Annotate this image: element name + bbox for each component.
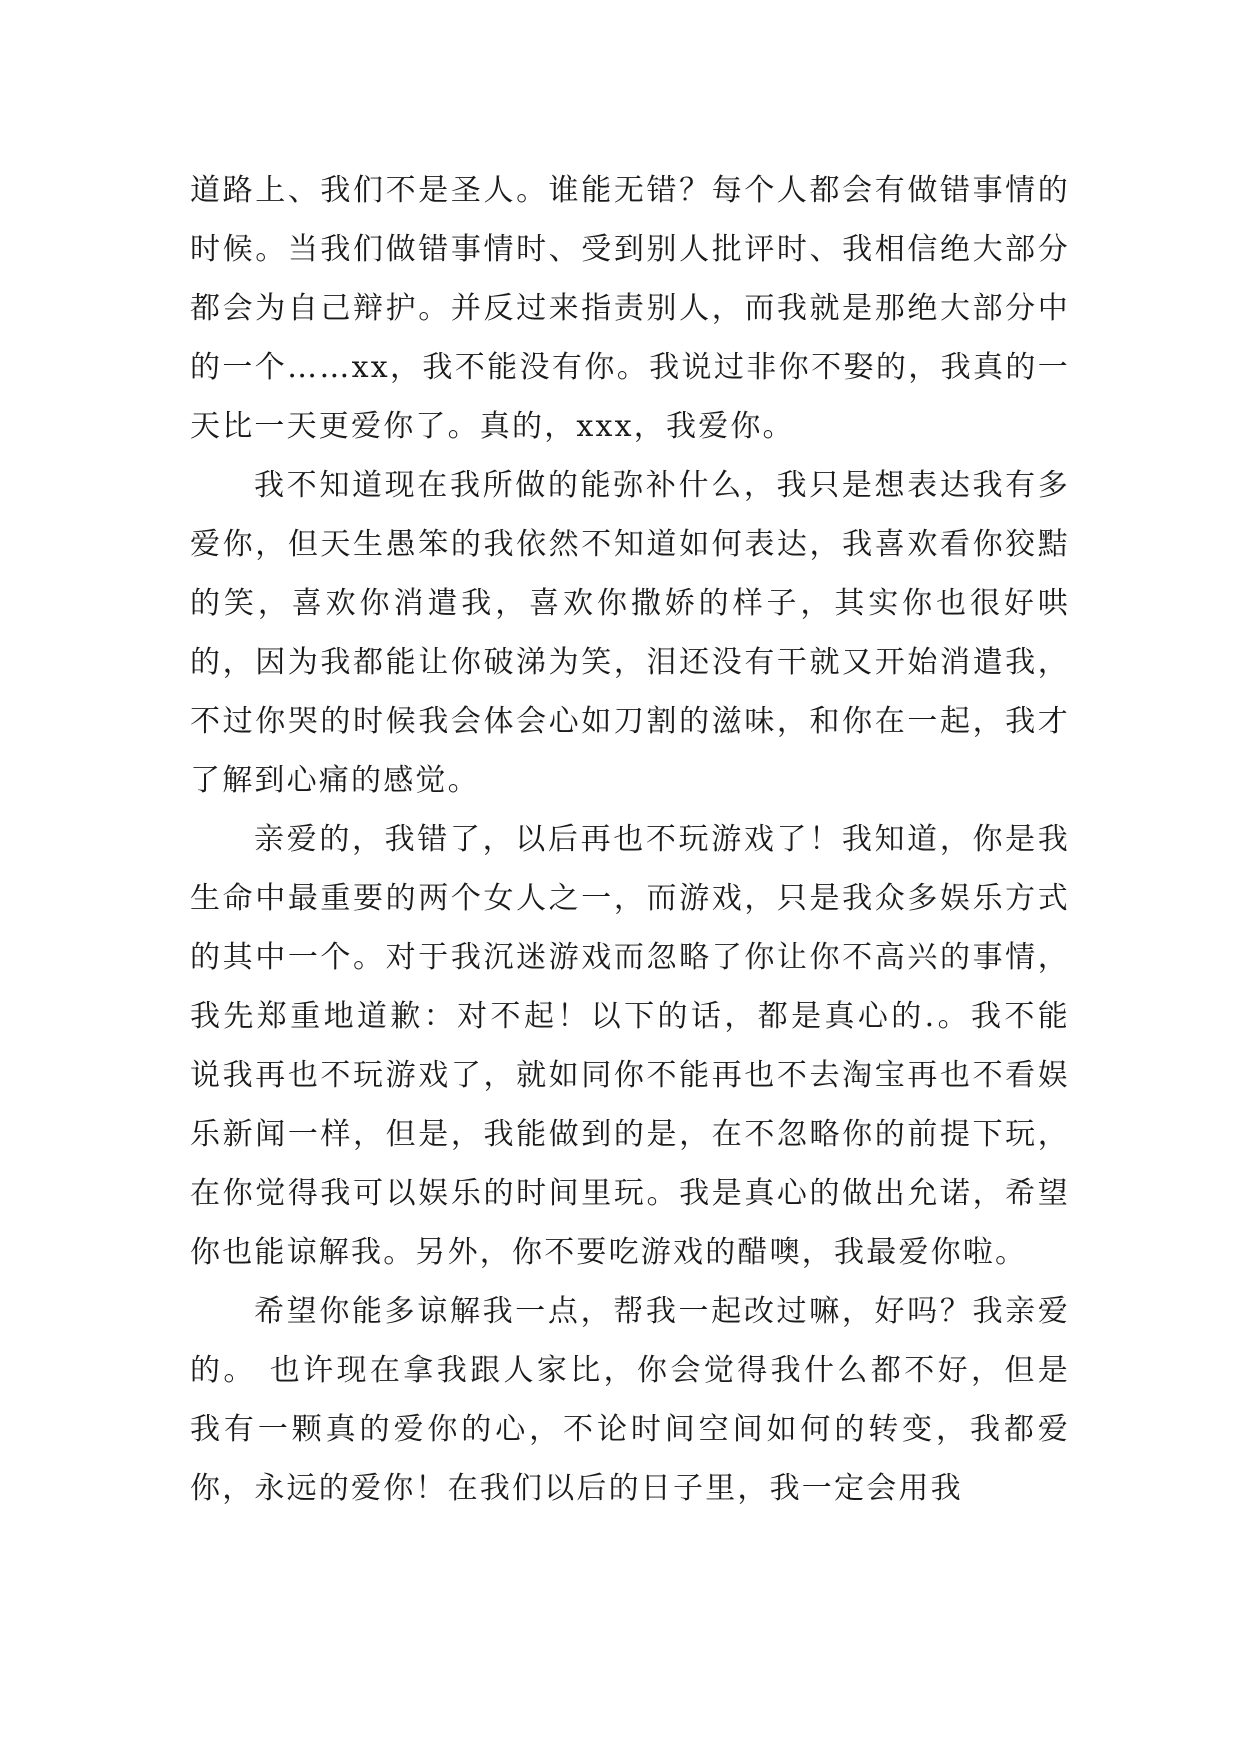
- document-body: [190, 161, 1070, 1518]
- paragraph-3: 亲爱的，我错了，以后再也不玩游戏了！我知道，你是我生命中最重要的两个女人之一，而游戏，只是我众多娱乐方式的其中一个。对于我沉迷游戏而忽略了你让你不高兴的事情，我先郑重地道歉：对不起！以下的话，都是真心的.。我不能说我再也不玩游戏了，就如同你不能再也不去淘宝再也不看娱乐新闻一样，但是，我能做到的是，在不忽略你的前提下玩，在你觉得我可以娱乐的时间里玩。我是真心的做出允诺，希望你也能谅解我。另外，你不要吃游戏的醋噢，我最爱你啦。: [190, 822, 1070, 1270]
- paragraph-2: 我不知道现在我所做的能弥补什么，我只是想表达我有多爱你，但天生愚笨的我依然不知道如何表达，我喜欢看你狡黠的笑，喜欢你消遣我，喜欢你撒娇的样子，其实你也很好哄的，因为我都能让你破涕为笑，泪还没有干就又开始消遣我，不过你哭的时候我会体会心如刀割的滋味，和你在一起，我才了解到心痛的感觉。: [190, 468, 1070, 798]
- paragraph-1: 道路上、我们不是圣人。谁能无错？每个人都会有做错事情的时候。当我们做错事情时、受到别人批评时、我相信绝大部分都会为自己辩护。并反过来指责别人，而我就是那绝大部分中的一个……xx，我不能没有你。我说过非你不娶的，我真的一天比一天更爱你了。真的，xxx，我爱你。: [190, 173, 1070, 444]
- paragraph-4: 希望你能多谅解我一点，帮我一起改过嘛，好吗？我亲爱的。 也许现在拿我跟人家比，你会觉得我什么都不好，但是我有一颗真的爱你的心，不论时间空间如何的转变，我都爱你，永远的爱你！在我们以后的日子里，我一定会用我: [190, 1294, 1070, 1506]
